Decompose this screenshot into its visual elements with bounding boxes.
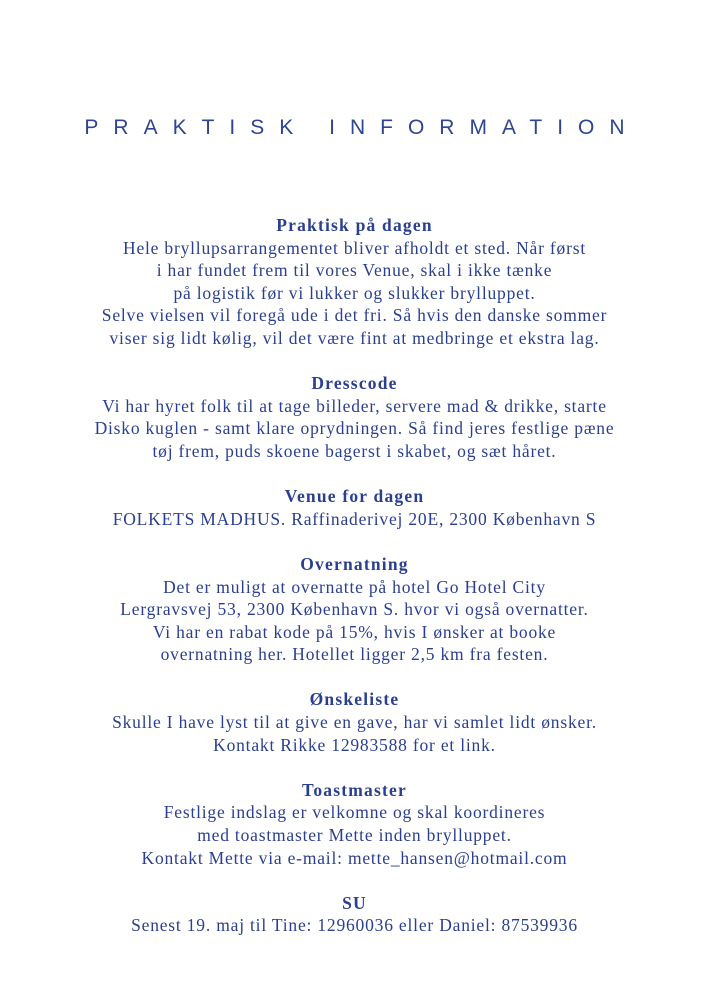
section-dresscode (20, 372, 689, 462)
section-heading: Toastmaster (302, 779, 407, 800)
section-body (20, 914, 689, 937)
body-line: tøj frem, puds skoene bagerst i skabet, og sæt håret. (152, 440, 557, 461)
body-line: Disko kuglen - samt klare oprydningen. Så find jeres festlige pæne (94, 418, 615, 439)
section-su (20, 892, 689, 937)
body-line: FOLKETS MADHUS. Raffinaderivej 20E, 2300 København S (112, 508, 597, 529)
section-heading: Praktisk på dagen (276, 215, 433, 235)
section-venue (20, 485, 689, 530)
body-line: i har fundet frem til vores Venue, skal i ikke tænke (156, 260, 553, 281)
body-line: Skulle I have lyst til at give en gave, har vi samlet lidt ønsker. (112, 712, 597, 733)
body-line: med toastmaster Mette inden brylluppet. (197, 825, 512, 846)
section-body (20, 395, 689, 463)
page-title: PRAKTISK INFORMATION (84, 116, 640, 139)
body-line: Det er muligt at overnatte på hotel Go Hotel City (163, 576, 546, 597)
section-body (20, 237, 689, 350)
section-heading: Dresscode (311, 373, 398, 394)
body-line: viser sig lidt kølig, vil det være fint at medbringe et ekstra lag. (109, 327, 600, 348)
section-heading: Overnatning (300, 553, 409, 574)
section-body (20, 711, 689, 756)
body-line: overnatning her. Hotellet ligger 2,5 km fra festen. (160, 644, 549, 665)
section-toastmaster (20, 779, 689, 869)
body-line: på logistik før vi lukker og slukker brylluppet. (173, 282, 536, 303)
body-line: Kontakt Mette via e-mail: mette_hansen@hotmail.com (141, 847, 568, 868)
section-onskeliste (20, 688, 689, 756)
body-line: Vi har en rabat kode på 15%, hvis I ønsker at booke (152, 621, 557, 642)
body-line: Festlige indslag er velkomne og skal koordineres (163, 802, 546, 823)
body-line: Lergravsvej 53, 2300 København S. hvor vi også overnatter. (120, 599, 589, 620)
body-line: Senest 19. maj til Tine: 12960036 eller Daniel: 87539936 (131, 915, 578, 936)
body-line: Vi har hyret folk til at tage billeder, servere mad & drikke, starte (102, 395, 607, 416)
body-line: Kontakt Rikke 12983588 for et link. (213, 734, 496, 755)
body-line: Selve vielsen vil foregå ude i det fri. Så hvis den danske sommer (101, 305, 608, 326)
section-body (20, 508, 689, 531)
body-line: Hele bryllupsarrangementet bliver afholdt et sted. Når først (123, 237, 586, 258)
section-heading: Venue for dagen (284, 486, 425, 507)
section-heading: Ønskeliste (309, 689, 400, 710)
section-body (20, 576, 689, 666)
section-heading: SU (342, 892, 367, 913)
info-content (20, 214, 689, 960)
section-overnatning (20, 553, 689, 666)
section-body (20, 801, 689, 869)
section-praktisk (20, 214, 689, 350)
